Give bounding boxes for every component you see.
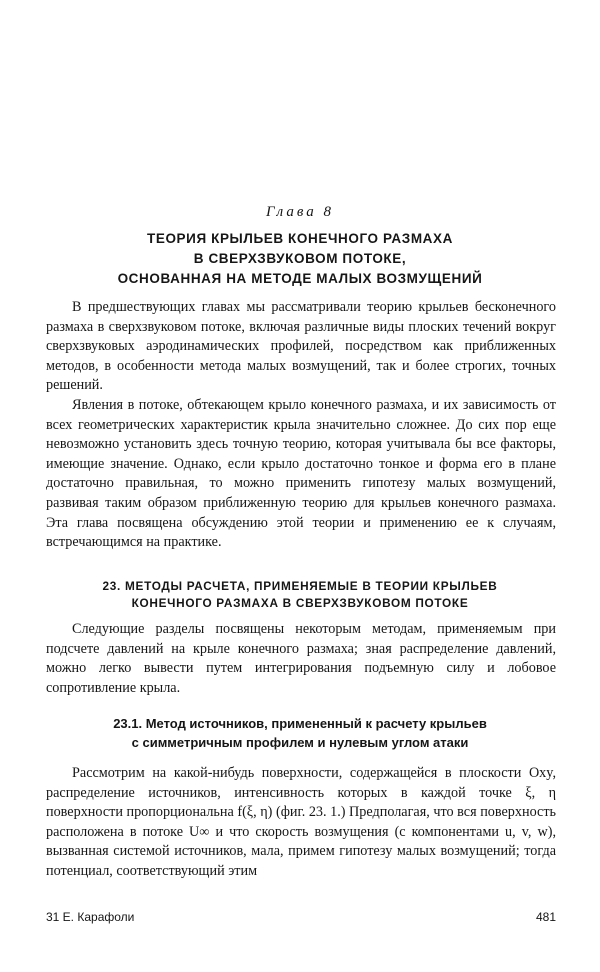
section-text (46, 620, 556, 698)
signature-mark: 31 Е. Карафоли (46, 910, 135, 924)
chapter-title-line: ОСНОВАННАЯ НА МЕТОДЕ МАЛЫХ ВОЗМУЩЕНИЙ (117, 271, 483, 286)
paragraph: В предшествующих главах мы рассматривали теорию крыльев бесконечного размаха в сверхзвуковом потоке, включая различные виды плоских течений вокруг сверхзвуковых аэродинамических профилей, посредством как приближенных методов, в особенности метода малых возмущений, так и более строгих, точных решений. (46, 299, 556, 394)
chapter-title (60, 229, 540, 289)
section-heading-line: КОНЕЧНОГО РАЗМАХА В СВЕРХЗВУКОВОМ ПОТОКЕ (131, 596, 469, 610)
chapter-label: Глава 8 (265, 204, 335, 220)
chapter-title-line: В СВЕРХЗВУКОВОМ ПОТОКЕ, (193, 251, 407, 266)
page-number: 481 (535, 910, 556, 924)
paragraph: Рассмотрим на какой-нибудь поверхности, содержащейся в плоскости Oxy, распределение источников, интенсивность которых в каждой точке ξ, η поверхности пропорциональна f(ξ, η) (фиг. 23. 1.) Предполагая, что вся поверхность расположена в потоке U∞ и что скорость возмущения (с компонентами u, v, w), вызванная системой источников, мала, примем гипотезу малых возмущений; тогда потенциал, соответствующий этим (46, 765, 556, 879)
subsection-heading-line: 23.1. Метод источников, примененный к расчету крыльев (113, 716, 487, 731)
section-heading-line: 23. МЕТОДЫ РАСЧЕТА, ПРИМЕНЯЕМЫЕ В ТЕОРИИ КРЫЛЬЕВ (102, 579, 498, 593)
paragraph: Следующие разделы посвящены некоторым методам, применяемым при подсчете давлений на крыле конечного размаха; зная распределение давлений, можно легко вывести путем интегрирования подъемную силу и лобовое сопротивление крыла. (46, 621, 556, 696)
intro-text (46, 298, 556, 553)
section-heading (50, 578, 550, 612)
subsection-heading-line: с симметричным профилем и нулевым углом атаки (131, 735, 469, 750)
subsection-heading (40, 714, 560, 752)
paragraph: Явления в потоке, обтекающем крыло конечного размаха, и их зависимость от всех геометрических характеристик крыла значительно сложнее. До сих пор еще невозможно установить здесь точную теорию, которая учитывала бы все факторы, имеющие значение. Однако, если крыло достаточно тонкое и форма его в плане достаточно правильная, то можно применить гипотезу малых возмущений, развивая таким образом приближенную теорию для крыльев конечного размаха. Эта глава посвящена обсуждению этой теории и применению ее к случаям, встречающимся на практике. (46, 396, 556, 551)
chapter-title-line: ТЕОРИЯ КРЫЛЬЕВ КОНЕЧНОГО РАЗМАХА (147, 231, 453, 246)
subsection-text (46, 764, 556, 882)
